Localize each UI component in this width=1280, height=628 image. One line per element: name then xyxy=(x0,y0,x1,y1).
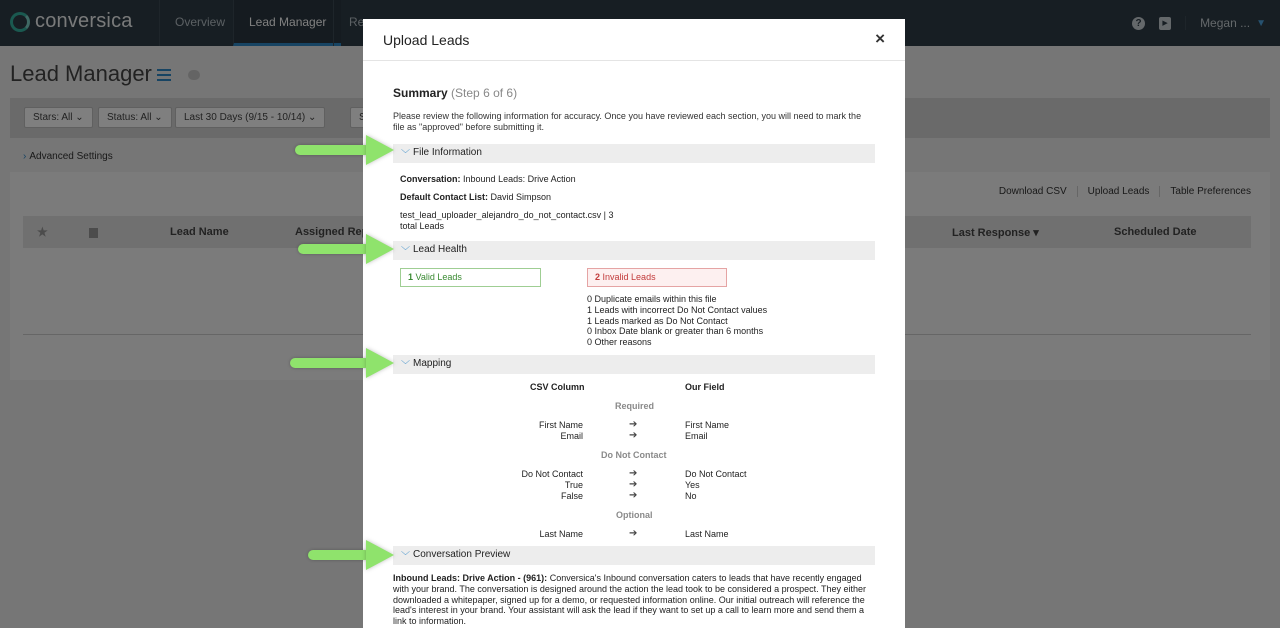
arrow-right-icon: ➔ xyxy=(629,479,638,490)
mapped-field: No xyxy=(685,491,697,501)
conversation-preview-text: Inbound Leads: Drive Action - (961): Conversica's Inbound conversation caters to leads that have recently engaged with your brand. The conversation is designed around the action the lead took to be considered a prospect. They either downloaded a whitepaper, signed up for a demo, or requested information online. Our initial outreach will reference the lead's interest in your brand. Your assistant will ask the lead if they want to set up a call to learn more and send them a link to information. xyxy=(393,573,866,627)
csv-field: Email xyxy=(560,431,583,441)
csv-field: First Name xyxy=(538,420,583,430)
csv-column-header: CSV Column xyxy=(530,382,585,392)
csv-field: False xyxy=(560,491,583,501)
file-name: test_lead_uploader_alejandro_do_not_contact.csv | 3 xyxy=(400,210,614,220)
reason-item: 0 Inbox Date blank or greater than 6 months xyxy=(587,326,764,337)
mapping-group-do-not-contact: Do Not Contact xyxy=(601,450,667,460)
mapping-group-required: Required xyxy=(615,401,655,411)
chevron-down-icon: ﹀ xyxy=(401,360,411,370)
mapped-field: Do Not Contact xyxy=(685,469,747,479)
summary-title: Summary (Step 6 of 6) xyxy=(393,86,518,100)
mapped-field: Last Name xyxy=(685,529,729,539)
reason-item: 1 Leads with incorrect Do Not Contact values xyxy=(587,304,768,315)
annotation-arrow xyxy=(298,244,370,254)
arrow-right-icon: ➔ xyxy=(629,490,638,501)
csv-field: Do Not Contact xyxy=(521,469,583,479)
arrow-right-icon: ➔ xyxy=(629,468,638,479)
valid-leads-badge: 1 Valid Leads xyxy=(400,268,541,287)
close-icon[interactable]: × xyxy=(875,29,885,48)
chevron-down-icon: ﹀ xyxy=(401,551,411,561)
annotation-arrow-head xyxy=(366,540,394,570)
our-field-header: Our Field xyxy=(685,382,725,392)
section-conversation-preview[interactable]: ﹀ Conversation Preview xyxy=(393,546,875,565)
arrow-right-icon: ➔ xyxy=(629,528,638,539)
mapped-field: First Name xyxy=(685,420,730,430)
annotation-arrow-head xyxy=(366,135,394,165)
reason-item: 0 Other reasons xyxy=(587,337,652,348)
modal-title: Upload Leads xyxy=(383,32,470,48)
arrow-right-icon: ➔ xyxy=(629,419,638,430)
summary-step: (Step 6 of 6) xyxy=(451,86,518,100)
modal-header xyxy=(363,19,905,61)
annotation-arrow xyxy=(308,550,370,560)
annotation-arrow xyxy=(295,145,370,155)
default-contact-list: Default Contact List: David Simpson xyxy=(400,192,552,202)
csv-field: Last Name xyxy=(539,529,583,539)
summary-instructions: Please review the following information for accuracy. Once you have reviewed each section, you will need to mark the file as "approved" before submitting it. xyxy=(393,111,862,132)
annotation-arrow xyxy=(290,358,370,368)
reason-item: 0 Duplicate emails within this file xyxy=(587,294,717,304)
section-lead-health[interactable]: ﹀ Lead Health xyxy=(393,241,875,260)
chevron-down-icon: ﹀ xyxy=(401,246,411,256)
mapped-field: Yes xyxy=(685,480,700,490)
section-file-information[interactable]: ﹀ File Information xyxy=(393,144,875,163)
section-mapping[interactable]: ﹀ Mapping xyxy=(393,355,875,374)
annotation-arrow-head xyxy=(366,348,394,378)
upload-leads-modal xyxy=(363,19,905,628)
csv-field: True xyxy=(564,480,583,490)
invalid-reasons-list xyxy=(587,294,767,348)
conversation-info: Conversation: Inbound Leads: Drive Action xyxy=(400,174,576,184)
mapping-group-optional: Optional xyxy=(616,510,653,520)
chevron-down-icon: ﹀ xyxy=(401,149,411,159)
arrow-right-icon: ➔ xyxy=(629,430,638,441)
invalid-leads-badge: 2 Invalid Leads xyxy=(587,268,727,287)
file-lead-count: total Leads xyxy=(400,221,445,231)
mapped-field: Email xyxy=(685,431,708,441)
annotation-arrow-head xyxy=(366,234,394,264)
reason-item: 1 Leads marked as Do Not Contact xyxy=(587,315,728,326)
